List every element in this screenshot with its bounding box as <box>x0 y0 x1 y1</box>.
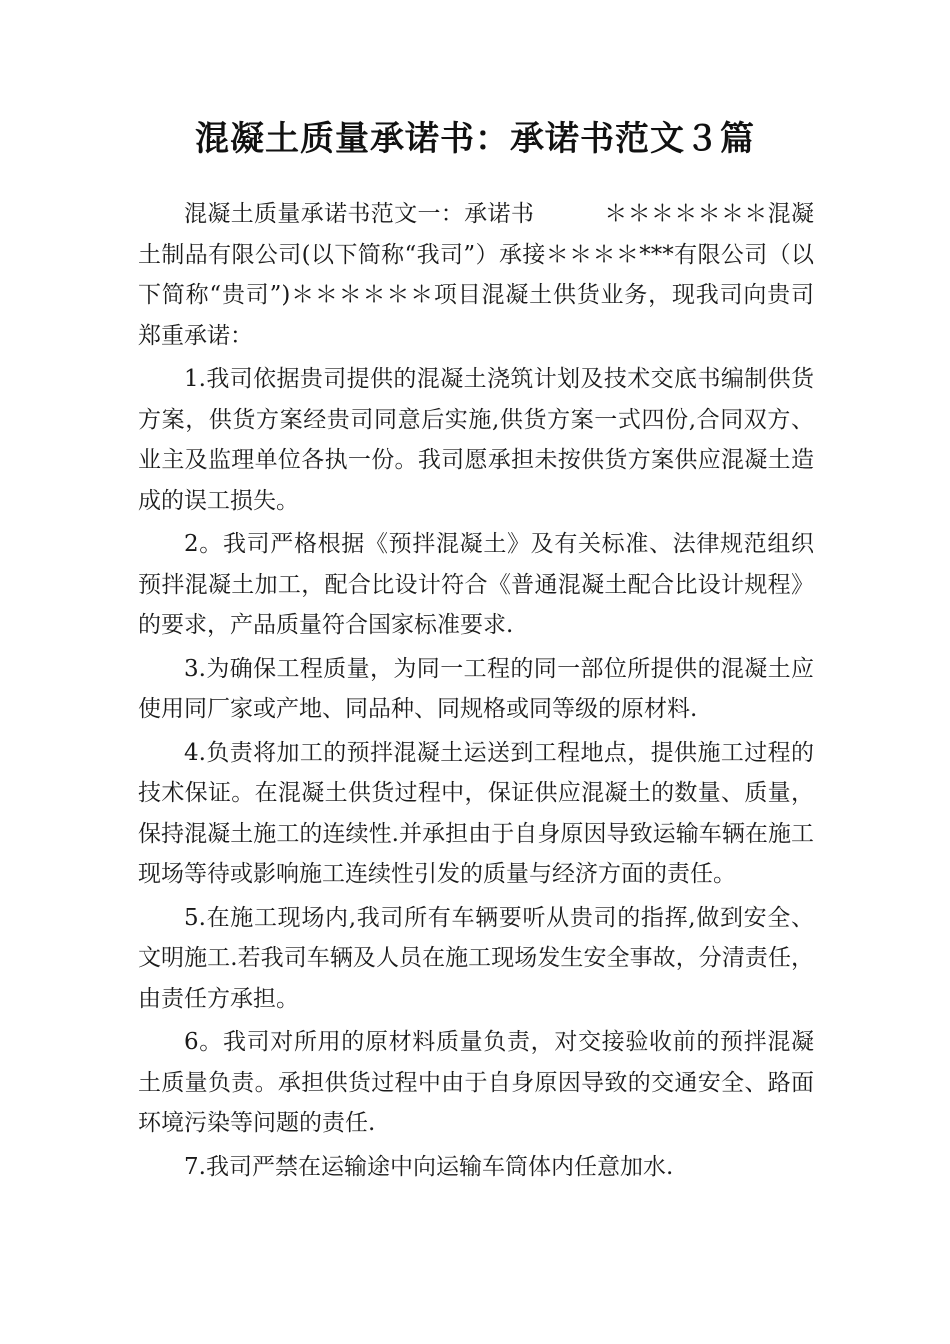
document-body <box>138 194 814 1190</box>
paragraph-item-7: 7.我司严禁在运输途中向运输车筒体内任意加水. <box>184 1153 674 1180</box>
paragraph-item-4: 4.负责将加工的预拌混凝土运送到工程地点，提供施工过程的技术保证。在混凝土供货过程中，保证供应混凝土的数量、质量，保持混凝土施工的连续性.并承担由于自身原因导致运输车辆在施工现场等待或影响施工连续性引发的质量与经济方面的责任。 <box>138 739 814 887</box>
paragraph-intro: 混凝土质量承诺书范文一：承诺书 ＊＊＊＊＊＊＊混凝土制品有限公司(以下简称“我司”）承接＊＊＊＊***有限公司（以下简称“贵司”)＊＊＊＊＊＊项目混凝土供货业务，现我司向贵司郑重承诺： <box>138 201 814 349</box>
paragraph-item-3: 3.为确保工程质量，为同一工程的同一部位所提供的混凝土应使用同厂家或产地、同品种、同规格或同等级的原材料. <box>138 655 814 722</box>
paragraph-item-6: 6。我司对所用的原材料质量负责，对交接验收前的预拌混凝土质量负责。承担供货过程中由于自身原因导致的交通安全、路面环境污染等问题的责任. <box>138 1029 814 1136</box>
paragraph-item-5: 5.在施工现场内,我司所有车辆要听从贵司的指挥,做到安全、文明施工.若我司车辆及人员在施工现场发生安全事故，分清责任，由责任方承担。 <box>138 904 814 1012</box>
paragraph-item-1: 1.我司依据贵司提供的混凝土浇筑计划及技术交底书编制供货方案，供货方案经贵司同意后实施,供货方案一式四份,合同双方、业主及监理单位各执一份。我司愿承担未按供货方案供应混凝土造成的误工损失。 <box>138 366 814 514</box>
paragraph-item-2: 2。我司严格根据《预拌混凝土》及有关标准、法律规范组织预拌混凝土加工，配合比设计符合《普通混凝土配合比设计规程》的要求，产品质量符合国家标准要求. <box>138 531 814 638</box>
document-title: 混凝土质量承诺书：承诺书范文３篇 <box>195 119 755 159</box>
